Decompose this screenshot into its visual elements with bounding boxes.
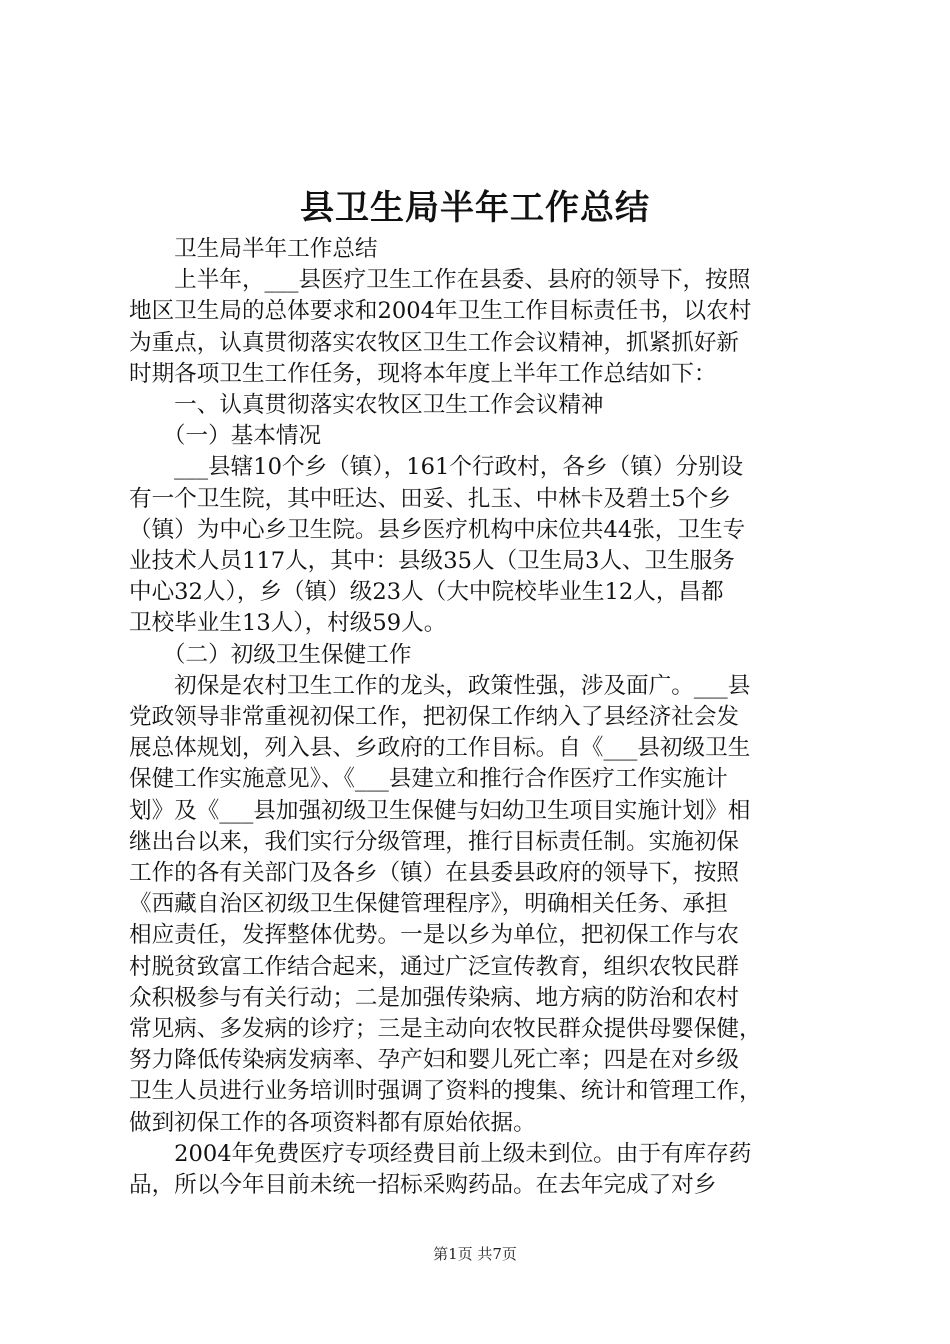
text-line: 努力降低传染病发病率、孕产妇和婴儿死亡率；四是在对乡级 <box>129 1047 740 1074</box>
text-line: 保健工作实施意见》、《___县建立和推行合作医疗工作实施计 <box>129 766 728 793</box>
text-line: 常见病、多发病的诊疗；三是主动向农牧民群众提供母婴保健， <box>129 1016 762 1043</box>
text-line: 村脱贫致富工作结合起来，通过广泛宣传教育，组织农牧民群 <box>129 953 740 980</box>
text-line: 卫生人员进行业务培训时强调了资料的搜集、统计和管理工作， <box>129 1078 762 1105</box>
text-line: 品，所以今年目前未统一招标采购药品。在去年完成了对乡 <box>129 1172 717 1199</box>
text-line: 卫校毕业生13人），村级59人。 <box>129 610 447 637</box>
text-line: 初保是农村卫生工作的龙头，政策性强，涉及面广。___县 <box>129 672 751 699</box>
page-footer: 第1页 共7页 <box>433 1245 517 1263</box>
text-line: 展总体规划，列入县、乡政府的工作目标。自《___县初级卫生 <box>129 735 751 762</box>
text-line: 地区卫生局的总体要求和2004年卫生工作目标责任书，以农村 <box>129 298 752 325</box>
text-line: 相应责任，发挥整体优势。一是以乡为单位，把初保工作与农 <box>129 922 740 949</box>
text-line: 业技术人员117人，其中：县级35人（卫生局3人、卫生服务 <box>129 548 735 575</box>
text-line: 工作的各有关部门及各乡（镇）在县委县政府的领导下，按照 <box>129 860 740 887</box>
text-line: 卫生局半年工作总结 <box>129 236 378 262</box>
text-line: （二）初级卫生保健工作 <box>129 641 412 668</box>
text-line: 2004年免费医疗专项经费目前上级未到位。由于有库存药 <box>129 1140 752 1167</box>
text-line: （镇）为中心乡卫生院。县乡医疗机构中床位共44张，卫生专 <box>129 516 746 543</box>
text-line: 继出台以来，我们实行分级管理，推行目标责任制。实施初保 <box>129 828 740 855</box>
text-line: 有一个卫生院，其中旺达、田妥、扎玉、中林卡及碧土5个乡 <box>129 485 731 512</box>
text-line: 做到初保工作的各项资料都有原始依据。 <box>129 1109 536 1136</box>
text-line: 一、认真贯彻落实农牧区卫生工作会议精神 <box>129 392 604 419</box>
text-line: 众积极参与有关行动；二是加强传染病、地方病的防治和农村 <box>129 984 740 1011</box>
text-line: 上半年，___县医疗卫生工作在县委、县府的领导下，按照 <box>129 267 751 294</box>
text-line: 划》及《___县加强初级卫生保健与妇幼卫生项目实施计划》相 <box>129 797 751 824</box>
text-line: 《西藏自治区初级卫生保健管理程序》，明确相关任务、承担 <box>129 891 728 918</box>
document-title: 县卫生局半年工作总结 <box>300 188 650 228</box>
text-line: 时期各项卫生工作任务，现将本年度上半年工作总结如下： <box>129 360 717 387</box>
text-line: 为重点，认真贯彻落实农牧区卫生工作会议精神，抓紧抓好新 <box>129 329 740 356</box>
text-line: 党政领导非常重视初保工作，把初保工作纳入了县经济社会发 <box>129 704 740 731</box>
text-line: 中心32人），乡（镇）级23人（大中院校毕业生12人，昌都 <box>129 579 724 606</box>
document-body <box>129 234 827 1201</box>
text-line: （一）基本情况 <box>129 423 322 450</box>
text-line: ___县辖10个乡（镇），161个行政村，各乡（镇）分别设 <box>129 454 744 481</box>
